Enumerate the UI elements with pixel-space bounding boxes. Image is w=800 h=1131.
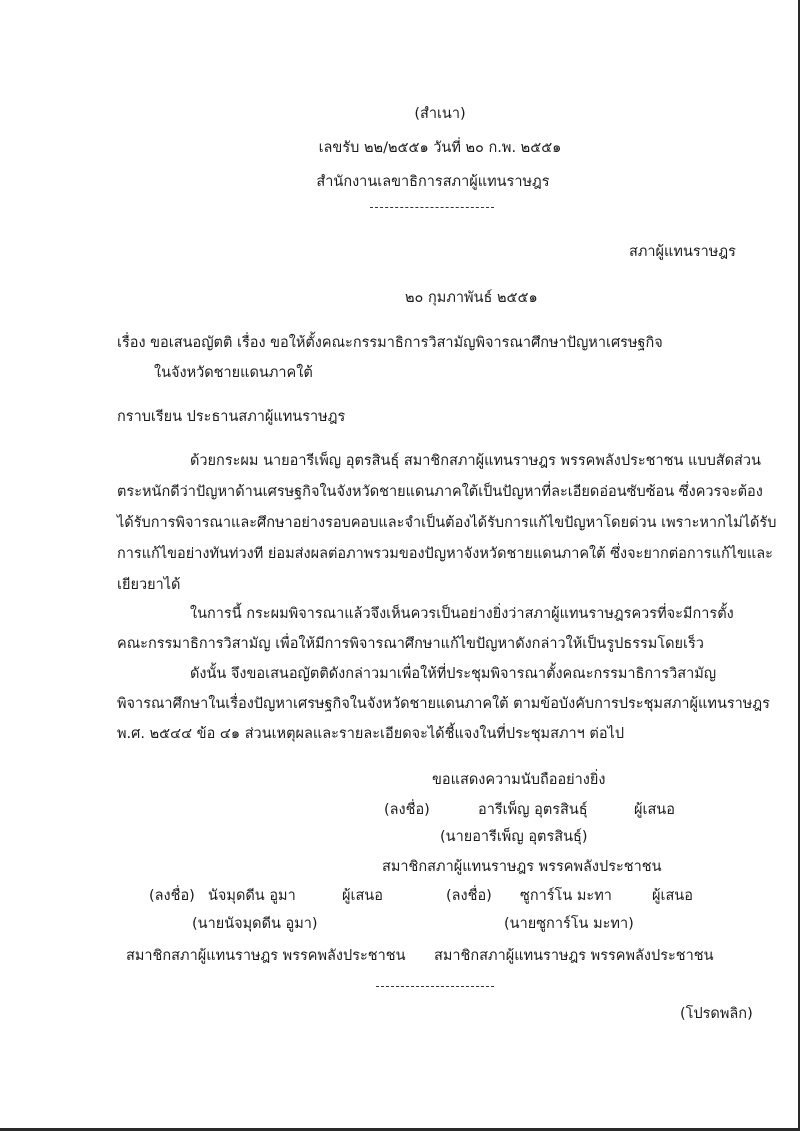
right-sign-label: (ลงชื่อ) — [446, 888, 492, 904]
body-p1-line-1: ด้วยกระผม นายอารีเพ็ญ อุตรสินธุ์ สมาชิกสภาผู้แทนราษฎร พรรคพลังประชาชน แบบสัดส่วน — [190, 453, 761, 469]
body-p3-line-1: ดังนั้น จึงขอเสนอญัตติดังกล่าวมาเพื่อให้ที่ประชุมพิจารณาตั้งคณะกรรมาธิการวิสามัญ — [190, 666, 717, 682]
office-name: สำนักงานเลขาธิการสภาผู้แทนราษฎร — [316, 174, 550, 190]
main-role: ผู้เสนอ — [634, 802, 675, 818]
subject-line-2: ในจังหวัดชายแดนภาคใต้ — [154, 365, 313, 381]
body-p1-line-2: ตระหนักดีว่าปัญหาด้านเศรษฐกิจในจังหวัดชายแดนภาคใต้เป็นปัญหาที่ละเอียดอ่อนซับซ้อน ซึ่งควรจะต้อง — [117, 484, 763, 500]
subject-line-1: เรื่อง ขอเสนอญัตติ เรื่อง ขอให้ตั้งคณะกรรมาธิการวิสามัญพิจารณาศึกษาปัญหาเศรษฐกิจ — [117, 335, 663, 351]
right-signed-name: ซูการ์โน มะทา — [520, 888, 612, 904]
turn-over-note: (โปรดพลิก) — [680, 1006, 753, 1022]
left-role: ผู้เสนอ — [342, 888, 383, 904]
body-p3-line-2: พิจารณาศึกษาในเรื่องปัญหาเศรษฐกิจในจังหวัดชายแดนภาคใต้ ตามข้อบังคับการประชุมสภาผู้แทนราษฎร — [117, 696, 770, 712]
receipt-number: เลขรับ ๒๒/๒๕๕๑ วันที่ ๒๐ ก.พ. ๒๕๕๑ — [318, 140, 562, 156]
closing: ขอแสดงความนับถืออย่างยิ่ง — [432, 772, 606, 788]
document-date: ๒๐ กุมภาพันธ์ ๒๕๕๑ — [405, 290, 538, 306]
left-printed-name: (นายนัจมุดดีน อูมา) — [192, 916, 318, 932]
body-p1-line-3: ได้รับการพิจารณาและศึกษาอย่างรอบคอบและจำเป็นต้องได้รับการแก้ไขปัญหาโดยด่วน เพราะหากไม่ได้รับ — [117, 515, 777, 531]
body-p1-line-4: การแก้ไขอย่างทันท่วงที ย่อมส่งผลต่อภาพรวมของปัญหาจังหวัดชายแดนภาคใต้ ซึ่งจะยากต่อการแก้ไขและ — [117, 546, 773, 562]
body-p2-line-2: คณะกรรมาธิการวิสามัญ เพื่อให้มีการพิจารณาศึกษาแก้ไขปัญหาดังกล่าวให้เป็นรูปธรรมโดยเร็ว — [117, 636, 704, 652]
right-role: ผู้เสนอ — [652, 888, 693, 904]
right-position: สมาชิกสภาผู้แทนราษฎร พรรคพลังประชาชน — [434, 948, 714, 964]
body-p2-line-1: ในการนี้ กระผมพิจารณาแล้วจึงเห็นควรเป็นอย่างยิ่งว่าสภาผู้แทนราษฎรควรที่จะมีการตั้ง — [190, 606, 734, 622]
left-position: สมาชิกสภาผู้แทนราษฎร พรรคพลังประชาชน — [126, 948, 406, 964]
body-p1-line-5: เยียวยาได้ — [117, 577, 181, 593]
main-signed-name: อารีเพ็ญ อุตรสินธุ์ — [478, 802, 588, 818]
main-sign-label: (ลงชื่อ) — [384, 802, 430, 818]
body-p3-line-3: พ.ศ. ๒๕๔๔ ข้อ ๔๑ ส่วนเหตุผลและรายละเอียดจะได้ชี้แจงในที่ประชุมสภาฯ ต่อไป — [117, 726, 625, 742]
left-signed-name: นัจมุดดีน อูมา — [208, 888, 296, 904]
header-divider — [370, 207, 494, 208]
salutation: กราบเรียน ประธานสภาผู้แทนราษฎร — [117, 409, 346, 425]
left-sign-label: (ลงชื่อ) — [149, 888, 195, 904]
right-printed-name: (นายซูการ์โน มะทา) — [504, 916, 634, 932]
addressee: สภาผู้แทนราษฎร — [629, 244, 736, 260]
main-printed-name: (นายอารีเพ็ญ อุตรสินธุ์) — [440, 829, 588, 845]
footer-divider — [376, 986, 494, 987]
main-position: สมาชิกสภาผู้แทนราษฎร พรรคพลังประชาชน — [382, 859, 662, 875]
copy-mark: (สำเนา) — [414, 106, 466, 122]
